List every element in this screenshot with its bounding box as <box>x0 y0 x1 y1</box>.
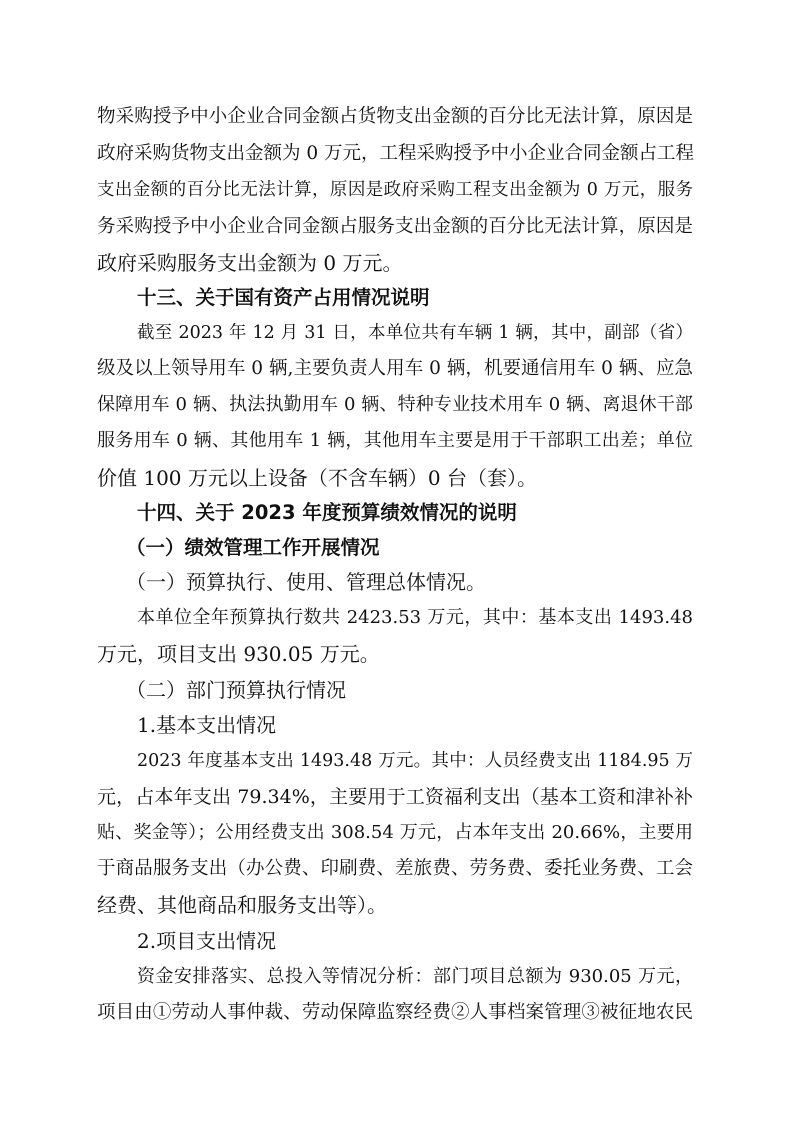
text-line: 政府采购服务支出金额为 0 万元。 <box>97 251 403 275</box>
section-heading-14: 十四、关于 2023 年度预算绩效情况的说明 <box>137 501 517 524</box>
text-line: 保障用车 0 辆、执法执勤用车 0 辆、特种专业技术用车 0 辆、离退休干部 <box>97 394 693 415</box>
text-line: 经费、其他商品和服务支出等）。 <box>97 893 387 917</box>
text-line: 支出金额的百分比无法计算，原因是政府采购工程支出金额为 0 万元，服务 <box>97 180 693 200</box>
subsection-heading: （一）预算执行、使用、管理总体情况。 <box>126 570 486 594</box>
text-line: 服务用车 0 辆、其他用车 1 辆，其他用车主要是用于干部职工出差；单位 <box>97 430 693 451</box>
section-heading-13: 十三、关于国有资产占用情况说明 <box>137 286 430 309</box>
text-line: 项目由①劳动人事仲裁、劳动保障监察经费②人事档案管理③被征地农民 <box>97 1002 693 1023</box>
subsection-heading: （二）部门预算执行情况 <box>126 678 346 702</box>
text-line: 物采购授予中小企业合同金额占货物支出金额的百分比无法计算，原因是 <box>97 106 693 127</box>
subsection-heading: 2.项目支出情况 <box>137 929 277 953</box>
text-line: 截至 2023 年 12 月 31 日，本单位共有车辆 1 辆，其中，副部（省） <box>137 323 693 343</box>
text-line: 于商品服务支出（办公费、印刷费、差旅费、劳务费、委托业务费、工会 <box>97 858 693 879</box>
text-line: 价值 100 万元以上设备（不含车辆）0 台（套）。 <box>97 466 537 490</box>
text-line: 2023 年度基本支出 1493.48 万元。其中：人员经费支出 1184.95 万 <box>137 751 693 771</box>
subsection-heading: 1.基本支出情况 <box>137 713 277 737</box>
text-line: 贴、奖金等）；公用经费支出 308.54 万元，占本年支出 20.66%，主要用 <box>97 822 693 843</box>
text-line: 务采购授予中小企业合同金额占服务支出金额的百分比无法计算，原因是 <box>97 216 693 237</box>
text-line: 资金安排落实、总投入等情况分析：部门项目总额为 930.05 万元， <box>137 966 693 987</box>
text-line: 政府采购货物支出金额为 0 万元，工程采购授予中小企业合同金额占工程 <box>97 143 695 164</box>
text-line: 万元，项目支出 930.05 万元。 <box>97 642 380 666</box>
text-line: 级及以上领导用车 0 辆,主要负责人用车 0 辆，机要通信用车 0 辆、应急 <box>97 358 693 379</box>
text-line: 元，占本年支出 79.34%，主要用于工资福利支出（基本工资和津补补 <box>97 786 693 808</box>
subsection-heading: （一）绩效管理工作开展情况 <box>126 536 380 559</box>
text-line: 本单位全年预算执行数共 2423.53 万元，其中：基本支出 1493.48 <box>137 607 693 628</box>
